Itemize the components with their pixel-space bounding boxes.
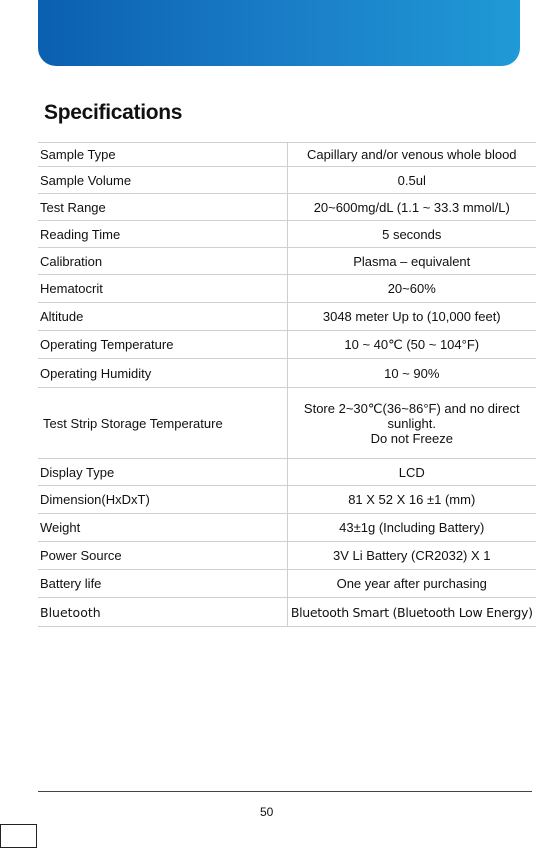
spec-value: 3048 meter Up to (10,000 feet) [287, 303, 536, 331]
page-title: Specifications [44, 101, 183, 124]
table-row [38, 143, 536, 167]
spec-value: Plasma – equivalent [287, 248, 536, 275]
spec-value: 10 ~ 40℃ (50 ~ 104°F) [287, 331, 536, 359]
corner-box [0, 824, 37, 848]
spec-label: Calibration [38, 248, 287, 275]
spec-label: Test Range [38, 194, 287, 221]
table-row [38, 542, 536, 570]
spec-value: 10 ~ 90% [287, 359, 536, 388]
page-number: 50 [260, 805, 274, 819]
spec-label: Battery life [38, 570, 287, 598]
spec-label: Power Source [38, 542, 287, 570]
table-row [38, 194, 536, 221]
table-row [38, 486, 536, 514]
spec-label: Reading Time [38, 221, 287, 248]
spec-value: 3V Li Battery (CR2032) X 1 [287, 542, 536, 570]
table-row [38, 331, 536, 359]
table-row [38, 221, 536, 248]
spec-value: Store 2~30℃(36~86°F) and no direct sunlight. Do not Freeze [287, 388, 536, 459]
spec-label: Sample Type [38, 143, 287, 167]
spec-value: LCD [287, 459, 536, 486]
spec-label: Hematocrit [38, 275, 287, 303]
spec-label: Operating Temperature [38, 331, 287, 359]
footer-divider [38, 791, 532, 792]
table-row [38, 598, 536, 627]
spec-value: Capillary and/or venous whole blood [287, 143, 536, 167]
spec-value: 81 X 52 X 16 ±1 (mm) [287, 486, 536, 514]
table-row [38, 514, 536, 542]
table-row [38, 303, 536, 331]
spec-value: One year after purchasing [287, 570, 536, 598]
table-row [38, 275, 536, 303]
spec-value: 43±1g (Including Battery) [287, 514, 536, 542]
spec-label: Operating Humidity [38, 359, 287, 388]
specifications-table [38, 142, 536, 627]
spec-value: 20~600mg/dL (1.1 ~ 33.3 mmol/L) [287, 194, 536, 221]
spec-label: Dimension(HxDxT) [38, 486, 287, 514]
header-banner [38, 0, 520, 66]
spec-label: Bluetooth [38, 598, 287, 627]
spec-label: Sample Volume [38, 167, 287, 194]
table-row [38, 388, 536, 459]
spec-label: Display Type [38, 459, 287, 486]
spec-label: Weight [38, 514, 287, 542]
spec-value: Bluetooth Smart (Bluetooth Low Energy) [287, 598, 536, 627]
table-row [38, 167, 536, 194]
table-row [38, 359, 536, 388]
spec-value: 0.5ul [287, 167, 536, 194]
spec-label: Altitude [38, 303, 287, 331]
table-row [38, 570, 536, 598]
spec-label: Test Strip Storage Temperature [38, 388, 287, 459]
spec-value: 5 seconds [287, 221, 536, 248]
table-row [38, 248, 536, 275]
spec-value: 20~60% [287, 275, 536, 303]
table-row [38, 459, 536, 486]
